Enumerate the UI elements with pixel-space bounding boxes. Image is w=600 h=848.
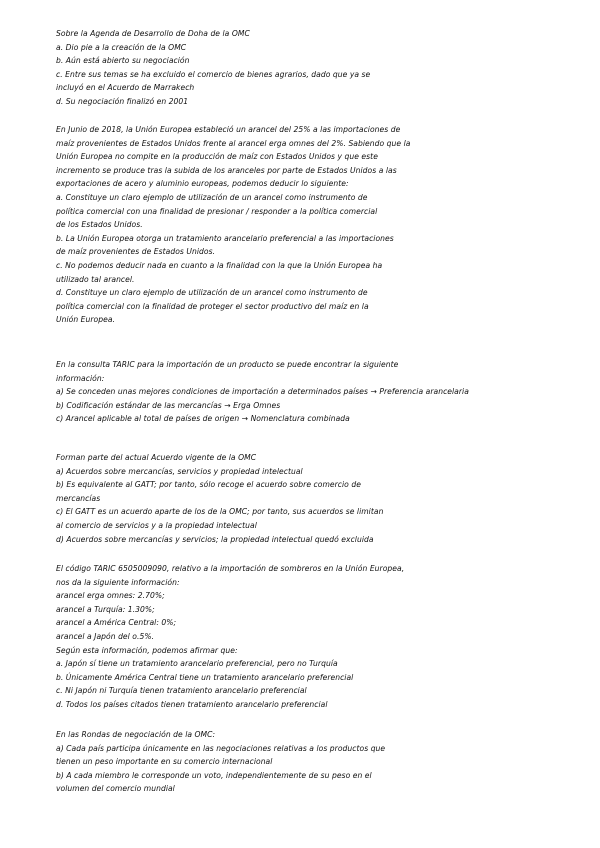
option-b-continued: volumen del comercio mundial: [56, 784, 175, 794]
option-a: a) Se conceden unas mejores condiciones de importación a determinados países → Preferencia arancelaria: [56, 387, 469, 397]
question-taric-hats: [56, 562, 486, 712]
option-b-continued: de maíz provenientes de Estados Unidos.: [56, 247, 216, 257]
option-d: d. Constituye un claro ejemplo de utilización de un arancel como instrumento de: [56, 288, 368, 298]
question-text: incremento se produce tras la subida de los aranceles por parte de Estados Unidos a las: [56, 165, 397, 175]
option-b: b. La Unión Europea otorga un tratamiento arancelario preferencial a las importaciones: [56, 233, 394, 243]
question-wto-agreement: [56, 451, 486, 546]
option-b: b) A cada miembro le corresponde un voto, independientemente de su peso en el: [56, 770, 372, 780]
question-text: información:: [56, 373, 105, 383]
option-c: c. Entre sus temas se ha excluido el comercio de bienes agrarios, dado que ya se: [56, 69, 371, 79]
option-a-continued: política comercial con una finalidad de presionar / responder a la política comercial: [56, 206, 378, 216]
option-a-continued: tienen un peso importante en su comercio internacional: [56, 757, 273, 767]
question-taric-consultation: [56, 358, 486, 426]
option-b: b. Aún está abierto su negociación: [56, 56, 190, 66]
question-wto-rounds: [56, 728, 486, 796]
option-c-continued: al comercio de servicios y a la propiedad intelectual: [56, 520, 257, 530]
option-d: d. Todos los países citados tienen tratamiento arancelario preferencial: [56, 699, 328, 709]
question-text: nos da la siguiente información:: [56, 577, 180, 587]
option-b: b) Es equivalente al GATT; por tanto, sólo recoge el acuerdo sobre comercio de: [56, 480, 361, 490]
option-a: a) Cada país participa únicamente en las negociaciones relativas a los productos que: [56, 743, 386, 753]
option-c-continued: incluyó en el Acuerdo de Marrakech: [56, 83, 195, 93]
option-c: c) Arancel aplicable al total de países de origen → Nomenclatura combinada: [56, 414, 350, 424]
option-a: a. Constituye un claro ejemplo de utilización de un arancel como instrumento de: [56, 192, 368, 202]
option-b: b. Únicamente América Central tiene un tratamiento arancelario preferencial: [56, 672, 354, 682]
question-text: El código TARIC 6505009090, relativo a la importación de sombreros en la Unión Europea,: [56, 564, 405, 573]
option-d: d) Acuerdos sobre mercancías y servicios; la propiedad intelectual quedó excluida: [56, 534, 374, 544]
question-text: En las Rondas de negociación de la OMC:: [56, 730, 216, 739]
tariff-turkey: arancel a Turquía: 1.30%;: [56, 604, 155, 614]
question-doha-agenda: [56, 27, 486, 109]
question-text: En Junio de 2018, la Unión Europea estableció un arancel del 25% a las importaciones de: [56, 125, 401, 134]
question-text: exportaciones de acero y aluminio europeas, podemos deducir lo siguiente:: [56, 179, 349, 189]
option-a: a. Japón sí tiene un tratamiento arancelario preferencial, pero no Turquía: [56, 659, 338, 669]
option-a: a) Acuerdos sobre mercancías, servicios y propiedad intelectual: [56, 466, 303, 476]
tariff-japan: arancel a Japón del o.5%.: [56, 631, 155, 641]
option-a-continued: de los Estados Unidos.: [56, 220, 143, 230]
option-d: d. Su negociación finalizó en 2001: [56, 96, 189, 106]
question-prompt: Según esta información, podemos afirmar que:: [56, 645, 238, 655]
option-c: c. No podemos deducir nada en cuanto a la finalidad con la que la Unión Europea ha: [56, 260, 383, 270]
question-eu-corn-tariff: [56, 123, 486, 327]
option-a: a. Dio pie a la creación de la OMC: [56, 42, 187, 52]
option-b: b) Codificación estándar de las mercancías → Erga Omnes: [56, 400, 281, 410]
option-c: c) El GATT es un acuerdo aparte de los de la OMC; por tanto, sus acuerdos se limitan: [56, 507, 384, 517]
option-c: c. Ni Japón ni Turquía tienen tratamiento arancelario preferencial: [56, 686, 307, 696]
option-b-continued: mercancías: [56, 493, 101, 503]
tariff-erga-omnes: arancel erga omnes: 2.70%;: [56, 591, 165, 601]
option-c-continued: utilizado tal arancel.: [56, 274, 135, 284]
tariff-central-america: arancel a América Central: 0%;: [56, 618, 177, 628]
question-text: maíz provenientes de Estados Unidos frente al arancel erga omnes del 2%. Sabiendo que la: [56, 138, 411, 148]
question-text: Unión Europea no compite en la producción de maíz con Estados Unidos y que este: [56, 152, 378, 162]
question-text: Sobre la Agenda de Desarrollo de Doha de la OMC: [56, 29, 250, 38]
question-text: En la consulta TARIC para la importación de un producto se puede encontrar la siguiente: [56, 360, 399, 369]
option-d-continued: Unión Europea.: [56, 315, 115, 325]
option-d-continued: política comercial con la finalidad de proteger el sector productivo del maíz en la: [56, 301, 369, 311]
question-text: Forman parte del actual Acuerdo vigente de la OMC: [56, 453, 257, 462]
